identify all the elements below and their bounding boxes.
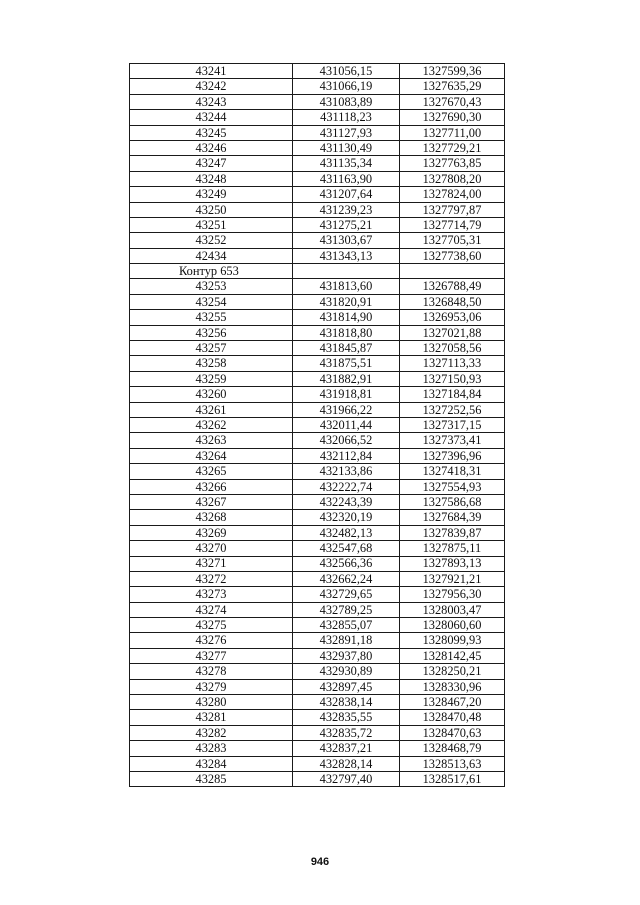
y-coordinate-cell: 1328470,63	[400, 725, 505, 740]
table-row	[130, 464, 505, 479]
point-number-cell: 43269	[130, 525, 293, 540]
point-number-cell: 42434	[130, 248, 293, 263]
y-coordinate-cell: 1327824,00	[400, 187, 505, 202]
point-number-cell: 43268	[130, 510, 293, 525]
x-coordinate-cell: 432797,40	[293, 771, 400, 786]
table-row	[130, 233, 505, 248]
y-coordinate-cell: 1327554,93	[400, 479, 505, 494]
x-coordinate-cell: 432566,36	[293, 556, 400, 571]
x-coordinate-cell: 432897,45	[293, 679, 400, 694]
y-coordinate-cell: 1327690,30	[400, 110, 505, 125]
point-number-cell: 43280	[130, 695, 293, 710]
table-row	[130, 648, 505, 663]
y-coordinate-cell: 1328099,93	[400, 633, 505, 648]
x-coordinate-cell: 432855,07	[293, 618, 400, 633]
y-coordinate-cell: 1327670,43	[400, 94, 505, 109]
x-coordinate-cell: 432837,21	[293, 741, 400, 756]
x-coordinate-cell: 432320,19	[293, 510, 400, 525]
point-number-cell: 43259	[130, 371, 293, 386]
point-number-cell: 43276	[130, 633, 293, 648]
y-coordinate-cell: 1327021,88	[400, 325, 505, 340]
point-number-cell: 43256	[130, 325, 293, 340]
point-number-cell: 43242	[130, 79, 293, 94]
x-coordinate-cell: 432112,84	[293, 448, 400, 463]
table-row	[130, 725, 505, 740]
point-number-cell: 43277	[130, 648, 293, 663]
y-coordinate-cell: 1327599,36	[400, 64, 505, 79]
x-coordinate-cell: 431966,22	[293, 402, 400, 417]
point-number-cell: 43246	[130, 140, 293, 155]
table-row	[130, 710, 505, 725]
point-number-cell: 43260	[130, 387, 293, 402]
x-coordinate-cell: 432482,13	[293, 525, 400, 540]
point-number-cell: 43251	[130, 217, 293, 232]
point-number-cell: 43266	[130, 479, 293, 494]
table-row	[130, 571, 505, 586]
y-coordinate-cell: 1328513,63	[400, 756, 505, 771]
table-row	[130, 556, 505, 571]
x-coordinate-cell: 432930,89	[293, 664, 400, 679]
table-row	[130, 741, 505, 756]
table-row	[130, 310, 505, 325]
y-coordinate-cell: 1327738,60	[400, 248, 505, 263]
table-row	[130, 448, 505, 463]
y-coordinate-cell: 1326788,49	[400, 279, 505, 294]
coordinates-table	[129, 63, 505, 787]
point-number-cell: 43257	[130, 341, 293, 356]
y-coordinate-cell: 1327373,41	[400, 433, 505, 448]
point-number-cell: 43250	[130, 202, 293, 217]
table-row	[130, 664, 505, 679]
point-number-cell: 43274	[130, 602, 293, 617]
x-coordinate-cell: 431127,93	[293, 125, 400, 140]
y-coordinate-cell: 1327635,29	[400, 79, 505, 94]
table-row	[130, 279, 505, 294]
y-coordinate-cell: 1327684,39	[400, 510, 505, 525]
table-row	[130, 187, 505, 202]
x-coordinate-cell: 431163,90	[293, 171, 400, 186]
point-number-cell: 43252	[130, 233, 293, 248]
x-coordinate-cell: 432835,55	[293, 710, 400, 725]
point-number-cell: 43278	[130, 664, 293, 679]
table-row	[130, 140, 505, 155]
x-coordinate-cell: 431818,80	[293, 325, 400, 340]
x-coordinate-cell: 431343,13	[293, 248, 400, 263]
table-row	[130, 356, 505, 371]
y-coordinate-cell: 1327150,93	[400, 371, 505, 386]
point-number-cell: 43264	[130, 448, 293, 463]
table-row	[130, 433, 505, 448]
y-coordinate-cell: 1327797,87	[400, 202, 505, 217]
y-coordinate-cell: 1328142,45	[400, 648, 505, 663]
table-row	[130, 602, 505, 617]
y-coordinate-cell: 1326848,50	[400, 294, 505, 309]
x-coordinate-cell: 432133,86	[293, 464, 400, 479]
y-coordinate-cell: 1327252,56	[400, 402, 505, 417]
y-coordinate-cell: 1327808,20	[400, 171, 505, 186]
y-coordinate-cell: 1328250,21	[400, 664, 505, 679]
point-number-cell: 43270	[130, 541, 293, 556]
table-row	[130, 202, 505, 217]
y-coordinate-cell: 1327956,30	[400, 587, 505, 602]
point-number-cell: 43249	[130, 187, 293, 202]
x-coordinate-cell: 432066,52	[293, 433, 400, 448]
table-row	[130, 371, 505, 386]
y-coordinate-cell: 1328468,79	[400, 741, 505, 756]
x-coordinate-cell: 431918,81	[293, 387, 400, 402]
table-row	[130, 294, 505, 309]
table-row	[130, 695, 505, 710]
y-coordinate-cell: 1327317,15	[400, 417, 505, 432]
point-number-cell: 43279	[130, 679, 293, 694]
x-coordinate-cell: 431275,21	[293, 217, 400, 232]
x-coordinate-cell: 432835,72	[293, 725, 400, 740]
y-coordinate-cell: 1328330,96	[400, 679, 505, 694]
x-coordinate-cell: 432937,80	[293, 648, 400, 663]
table-row	[130, 387, 505, 402]
table-row	[130, 479, 505, 494]
table-row	[130, 248, 505, 263]
x-coordinate-cell: 432729,65	[293, 587, 400, 602]
table-row	[130, 125, 505, 140]
x-coordinate-cell: 431207,64	[293, 187, 400, 202]
point-number-cell: 43273	[130, 587, 293, 602]
point-number-cell: 43244	[130, 110, 293, 125]
table-row	[130, 633, 505, 648]
x-coordinate-cell: 431118,23	[293, 110, 400, 125]
y-coordinate-cell: 1327729,21	[400, 140, 505, 155]
point-number-cell: 43245	[130, 125, 293, 140]
coordinates-table-body	[130, 64, 505, 787]
y-coordinate-cell: 1327763,85	[400, 156, 505, 171]
table-row	[130, 402, 505, 417]
point-number-cell: 43285	[130, 771, 293, 786]
x-coordinate-cell: 432838,14	[293, 695, 400, 710]
y-coordinate-cell: 1328517,61	[400, 771, 505, 786]
point-number-cell: 43248	[130, 171, 293, 186]
x-coordinate-cell: 432891,18	[293, 633, 400, 648]
table-row	[130, 94, 505, 109]
x-coordinate-cell: 431845,87	[293, 341, 400, 356]
table-row	[130, 541, 505, 556]
point-number-cell: 43243	[130, 94, 293, 109]
x-coordinate-cell: 431056,15	[293, 64, 400, 79]
x-coordinate-cell	[293, 264, 400, 279]
y-coordinate-cell: 1328467,20	[400, 695, 505, 710]
table-row	[130, 110, 505, 125]
point-number-cell: 43253	[130, 279, 293, 294]
x-coordinate-cell: 432828,14	[293, 756, 400, 771]
y-coordinate-cell: 1328060,60	[400, 618, 505, 633]
table-row	[130, 587, 505, 602]
table-row	[130, 618, 505, 633]
y-coordinate-cell: 1327418,31	[400, 464, 505, 479]
x-coordinate-cell: 432011,44	[293, 417, 400, 432]
x-coordinate-cell: 431813,60	[293, 279, 400, 294]
point-number-cell: 43254	[130, 294, 293, 309]
table-row	[130, 171, 505, 186]
y-coordinate-cell: 1326953,06	[400, 310, 505, 325]
x-coordinate-cell: 431875,51	[293, 356, 400, 371]
table-row	[130, 525, 505, 540]
section-header-row	[130, 264, 505, 279]
y-coordinate-cell: 1327184,84	[400, 387, 505, 402]
y-coordinate-cell: 1327396,96	[400, 448, 505, 463]
point-number-cell: 43247	[130, 156, 293, 171]
x-coordinate-cell: 432547,68	[293, 541, 400, 556]
table-row	[130, 756, 505, 771]
table-row	[130, 217, 505, 232]
y-coordinate-cell: 1327711,00	[400, 125, 505, 140]
point-number-cell: 43272	[130, 571, 293, 586]
table-row	[130, 417, 505, 432]
x-coordinate-cell: 431130,49	[293, 140, 400, 155]
y-coordinate-cell: 1327113,33	[400, 356, 505, 371]
x-coordinate-cell: 431083,89	[293, 94, 400, 109]
point-number-cell: 43275	[130, 618, 293, 633]
x-coordinate-cell: 431814,90	[293, 310, 400, 325]
table-row	[130, 679, 505, 694]
table-row	[130, 79, 505, 94]
point-number-cell: 43284	[130, 756, 293, 771]
x-coordinate-cell: 431135,34	[293, 156, 400, 171]
y-coordinate-cell: 1327705,31	[400, 233, 505, 248]
y-coordinate-cell	[400, 264, 505, 279]
x-coordinate-cell: 432789,25	[293, 602, 400, 617]
x-coordinate-cell: 432222,74	[293, 479, 400, 494]
x-coordinate-cell: 431239,23	[293, 202, 400, 217]
x-coordinate-cell: 431303,67	[293, 233, 400, 248]
y-coordinate-cell: 1327839,87	[400, 525, 505, 540]
x-coordinate-cell: 432662,24	[293, 571, 400, 586]
point-number-cell: 43263	[130, 433, 293, 448]
table-row	[130, 325, 505, 340]
x-coordinate-cell: 432243,39	[293, 494, 400, 509]
table-row	[130, 64, 505, 79]
x-coordinate-cell: 431066,19	[293, 79, 400, 94]
point-number-cell: 43258	[130, 356, 293, 371]
table-row	[130, 771, 505, 786]
y-coordinate-cell: 1327893,13	[400, 556, 505, 571]
table-row	[130, 494, 505, 509]
x-coordinate-cell: 431882,91	[293, 371, 400, 386]
y-coordinate-cell: 1328003,47	[400, 602, 505, 617]
y-coordinate-cell: 1327714,79	[400, 217, 505, 232]
page-number: 946	[310, 856, 330, 868]
y-coordinate-cell: 1328470,48	[400, 710, 505, 725]
point-number-cell: 43265	[130, 464, 293, 479]
point-number-cell: 43283	[130, 741, 293, 756]
point-number-cell: 43241	[130, 64, 293, 79]
y-coordinate-cell: 1327586,68	[400, 494, 505, 509]
table-row	[130, 156, 505, 171]
point-number-cell: 43282	[130, 725, 293, 740]
section-label-cell: Контур 653	[130, 264, 293, 279]
y-coordinate-cell: 1327921,21	[400, 571, 505, 586]
point-number-cell: 43262	[130, 417, 293, 432]
x-coordinate-cell: 431820,91	[293, 294, 400, 309]
point-number-cell: 43267	[130, 494, 293, 509]
point-number-cell: 43271	[130, 556, 293, 571]
point-number-cell: 43255	[130, 310, 293, 325]
point-number-cell: 43261	[130, 402, 293, 417]
y-coordinate-cell: 1327875,11	[400, 541, 505, 556]
table-row	[130, 341, 505, 356]
y-coordinate-cell: 1327058,56	[400, 341, 505, 356]
table-row	[130, 510, 505, 525]
point-number-cell: 43281	[130, 710, 293, 725]
